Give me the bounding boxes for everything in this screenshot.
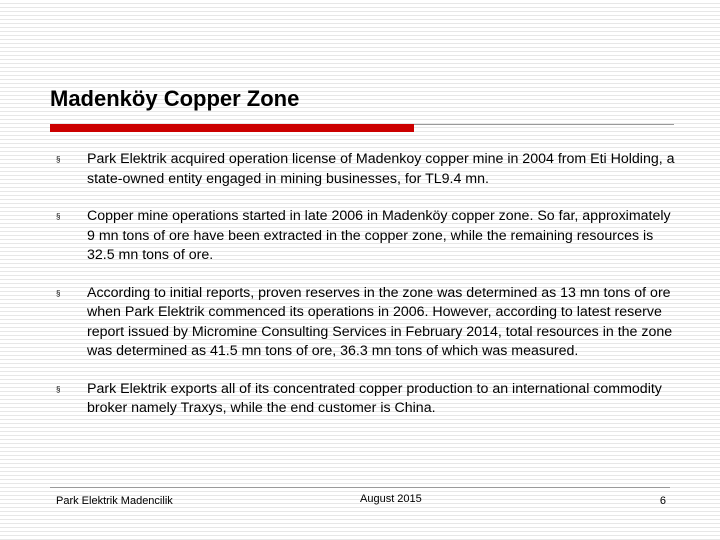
bullet-text: According to initial reports, proven reserves in the zone was determined as 13 mn tons of ore when Park Elektrik commenced its operations in 2006. However, according to latest reserve report issued by Micromine Consulting Services in February 2014, total resources in the zone was determined as 41.5 mn tons of ore, 36.3 mn tons of which was measured. [87, 284, 673, 359]
footer-company: Park Elektrik Madencilik [56, 495, 173, 507]
square-bullet-icon: § [56, 384, 61, 394]
footer-date: August 2015 [360, 493, 422, 505]
bullet-text: Park Elektrik acquired operation license of Madenkoy copper mine in 2004 from Eti Holding, a state-owned entity engaged in mining businesses, for TL9.4 mn. [87, 151, 675, 187]
bullet-list [56, 150, 676, 437]
bullet-text: Park Elektrik exports all of its concentrated copper production to an international commodity broker namely Traxys, while the end customer is China. [87, 380, 662, 416]
bullet-item [56, 284, 676, 362]
bullet-text: Copper mine operations started in late 2006 in Madenköy copper zone. So far, approximately 9 mn tons of ore have been extracted in the copper zone, while the remaining resources is 32.5 mn tons of ore. [87, 208, 671, 263]
footer-divider-line [50, 487, 670, 488]
square-bullet-icon: § [56, 288, 61, 298]
bullet-item [56, 380, 676, 419]
slide-title: Madenköy Copper Zone [50, 86, 300, 111]
square-bullet-icon: § [56, 155, 61, 164]
bullet-item [56, 207, 676, 266]
square-bullet-icon: § [56, 212, 61, 221]
title-divider-line [414, 124, 674, 125]
bullet-item [56, 150, 676, 189]
title-accent-bar [50, 124, 414, 132]
page-number: 6 [659, 495, 666, 507]
